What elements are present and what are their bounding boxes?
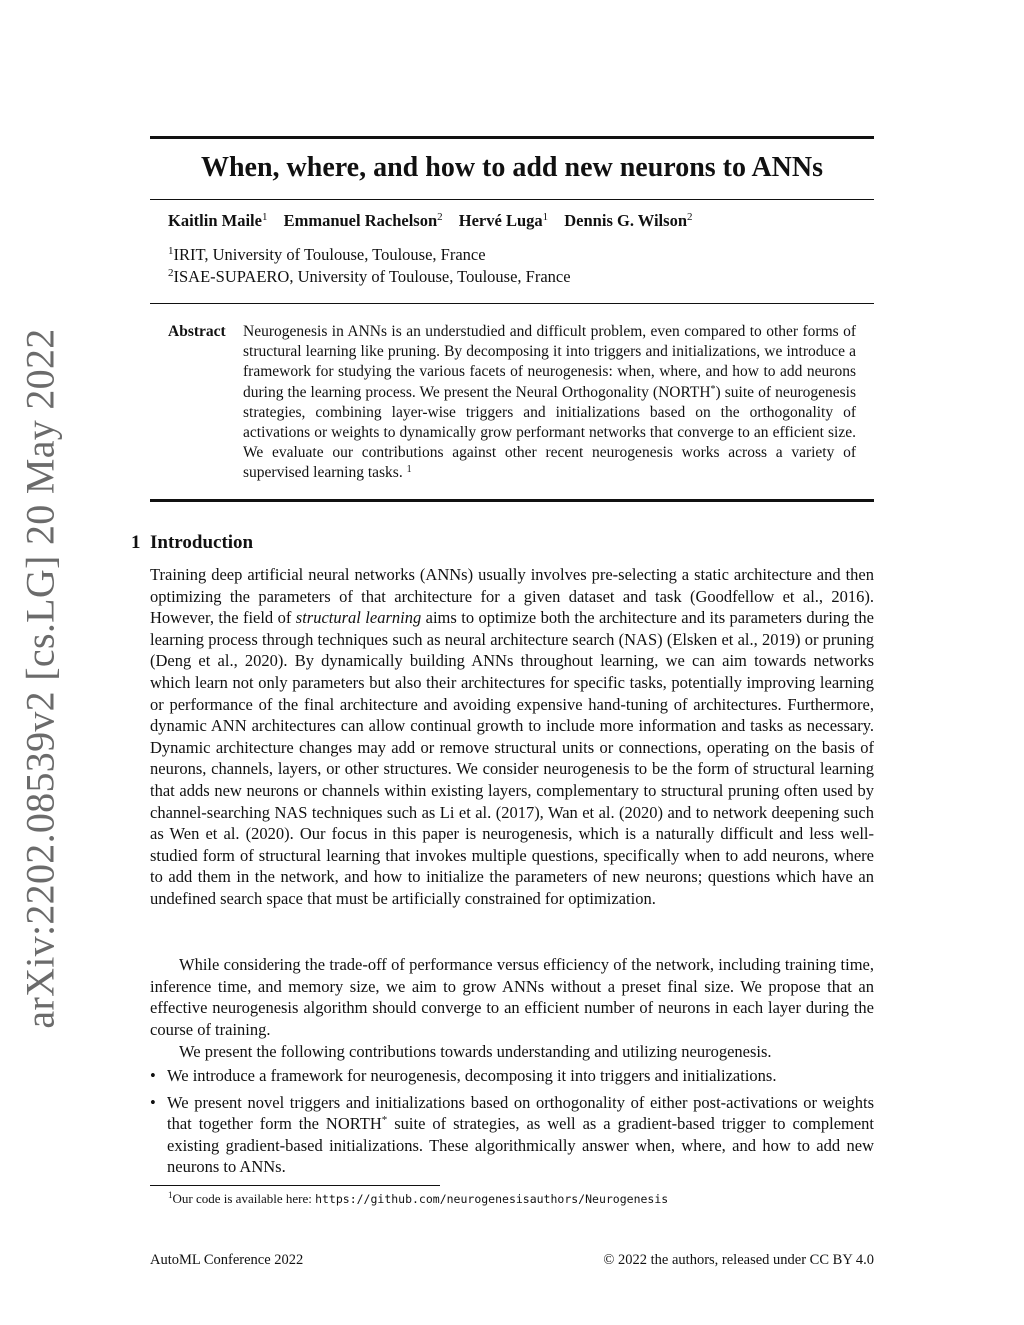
affiliation-mark: 1 bbox=[261, 211, 268, 223]
list-item bbox=[150, 1092, 874, 1178]
list-item-text-part-1: We present novel triggers and initializations based on orthogonality of either post-activations or weights that together form the NORTH bbox=[167, 1092, 874, 1134]
abstract-text bbox=[243, 322, 856, 484]
intro-p1-part-2: aims to optimize both the architecture and its parameters during the learning process through techniques such as neural architecture search (NAS) (Elsken et al., 2019) or pruning (Deng et al., 2020). By dynamically building ANNs throughout learning, we can aim towards networks which learn not only parameters but also their architectures for specific tasks, potentially improving learning or performance of the final architecture and avoiding expensive hand-tuning of architectures. Furthermore, dynamic ANN architectures can allow continual growth to include more information and tasks as necessary. Dynamic architecture changes may add or remove structural units or connections, operating on the basis of neurons, channels, layers, or other structures. We consider neurogenesis to be the form of structural learning that adds new neurons or channels within existing layers, complementary to structural pruning often used by channel-searching NAS techniques such as Li et al. (2017), Wan et al. (2020) and to network deepening such as Wen et al. (2020). Our focus in this paper is neurogenesis, which is a naturally difficult and less well-studied form of structural learning that invokes multiple questions, specifically when to add neurons, where to add them in the network, and how to initialize the parameters of new neurons; questions which have an undefined search space that must be artificially constrained for optimization. bbox=[150, 608, 874, 908]
list-item-text-part-2: suite of strategies, as well as a gradient-based trigger to complement existing gradient-based initializations. These algorithmically answer when, where, and how to add new neurons to ANNs. bbox=[167, 1114, 875, 1177]
title-bottom-rule bbox=[150, 199, 874, 200]
author-name: Emmanuel Rachelson bbox=[283, 211, 438, 230]
section-title: Introduction bbox=[150, 532, 254, 553]
author-1 bbox=[168, 211, 267, 230]
author-name: Hervé Luga bbox=[458, 211, 543, 230]
list-item-text: We introduce a framework for neurogenesis, decomposing it into triggers and initializations. bbox=[167, 1066, 777, 1085]
contributions-list bbox=[150, 1065, 874, 1183]
intro-paragraph-2: While considering the trade-off of performance versus efficiency of the network, including training time, inference time, and memory size, we aim to grow ANNs without a preset final size. We propose that an effective neurogenesis algorithm should converge to an efficient number of neurons in each layer during the course of training. bbox=[150, 955, 874, 1039]
affiliation-mark: 2 bbox=[437, 211, 443, 223]
author-name: Kaitlin Maile bbox=[168, 211, 262, 230]
affiliation-mark: 1 bbox=[542, 211, 549, 223]
affiliation-mark: 2 bbox=[687, 211, 693, 223]
affiliation-number: 2 bbox=[168, 267, 174, 279]
intro-paragraph-1 bbox=[150, 564, 874, 910]
footnote-rule bbox=[150, 1185, 440, 1186]
affiliation-number: 1 bbox=[168, 245, 174, 257]
author-4 bbox=[564, 211, 692, 230]
abstract-footnote-mark: 1 bbox=[406, 464, 412, 476]
abstract-text-part-2: ) suite of neurogenesis strategies, combining layer-wise triggers and initializations based on the orthogonality of activations or weights to dynamically grow performant networks that converge to an efficient size. We evaluate our contributions against other recent neurogenesis works across a variety of supervised learning tasks. bbox=[243, 383, 856, 482]
structural-learning-emphasis: structural learning bbox=[295, 608, 422, 628]
arxiv-stamp-text: arXiv:2202.08539v2 [cs.LG] 20 May 2022 bbox=[17, 327, 63, 1029]
abstract-bottom-rule bbox=[150, 499, 874, 502]
abstract-label: Abstract bbox=[168, 323, 226, 340]
author-3 bbox=[459, 211, 548, 230]
author-list bbox=[168, 210, 705, 232]
abstract-text-part-1: Neurogenesis in ANNs is an understudied and difficult problem, even compared to other forms of structural learning like pruning. By decomposing it into triggers and initializations, we introduce a framework for studying the various facets of neurogenesis: when, where, and how to add neurons during the learning process. We present the Neural Orthogonality (NORTH bbox=[243, 323, 856, 401]
affiliation-text: IRIT, University of Toulouse, Toulouse, France bbox=[173, 245, 486, 264]
affiliation-text: ISAE-SUPAERO, University of Toulouse, Toulouse, France bbox=[173, 267, 571, 286]
bullet-marker: • bbox=[150, 1066, 156, 1085]
title-top-rule bbox=[150, 136, 874, 139]
section-heading-introduction bbox=[131, 531, 253, 555]
affiliation-1 bbox=[168, 244, 486, 266]
footnote bbox=[168, 1190, 668, 1208]
footnote-text: Our code is available here: bbox=[172, 1191, 316, 1206]
author-2 bbox=[284, 211, 443, 230]
author-name: Dennis G. Wilson bbox=[564, 211, 687, 230]
code-repository-link[interactable]: https://github.com/neurogenesisauthors/Neurogenesis bbox=[315, 1192, 669, 1206]
intro-p1-part-1: Training deep artificial neural networks (ANNs) usually involves pre-selecting a static architecture and then optimizing the parameters of that architecture for a given dataset and task (Goodfellow et al., 2016). However, the field of bbox=[150, 565, 874, 628]
list-item bbox=[150, 1065, 874, 1087]
paper-title: When, where, and how to add new neurons to ANNs bbox=[200, 152, 824, 183]
footnote-mark: 1 bbox=[168, 1190, 173, 1200]
north-star-mark: * bbox=[381, 1114, 388, 1127]
intro-paragraph-3: We present the following contributions towards understanding and utilizing neurogenesis. bbox=[179, 1042, 772, 1061]
north-star-mark: * bbox=[710, 383, 716, 395]
footer-venue: AutoML Conference 2022 bbox=[150, 1252, 304, 1268]
footer-license: © 2022 the authors, released under CC BY 4.0 bbox=[603, 1252, 874, 1268]
affiliation-2 bbox=[168, 266, 571, 288]
abstract-top-rule bbox=[150, 303, 874, 304]
section-number: 1 bbox=[131, 532, 141, 553]
arxiv-identifier-stamp bbox=[2, 327, 78, 1029]
bullet-marker: • bbox=[150, 1092, 156, 1112]
